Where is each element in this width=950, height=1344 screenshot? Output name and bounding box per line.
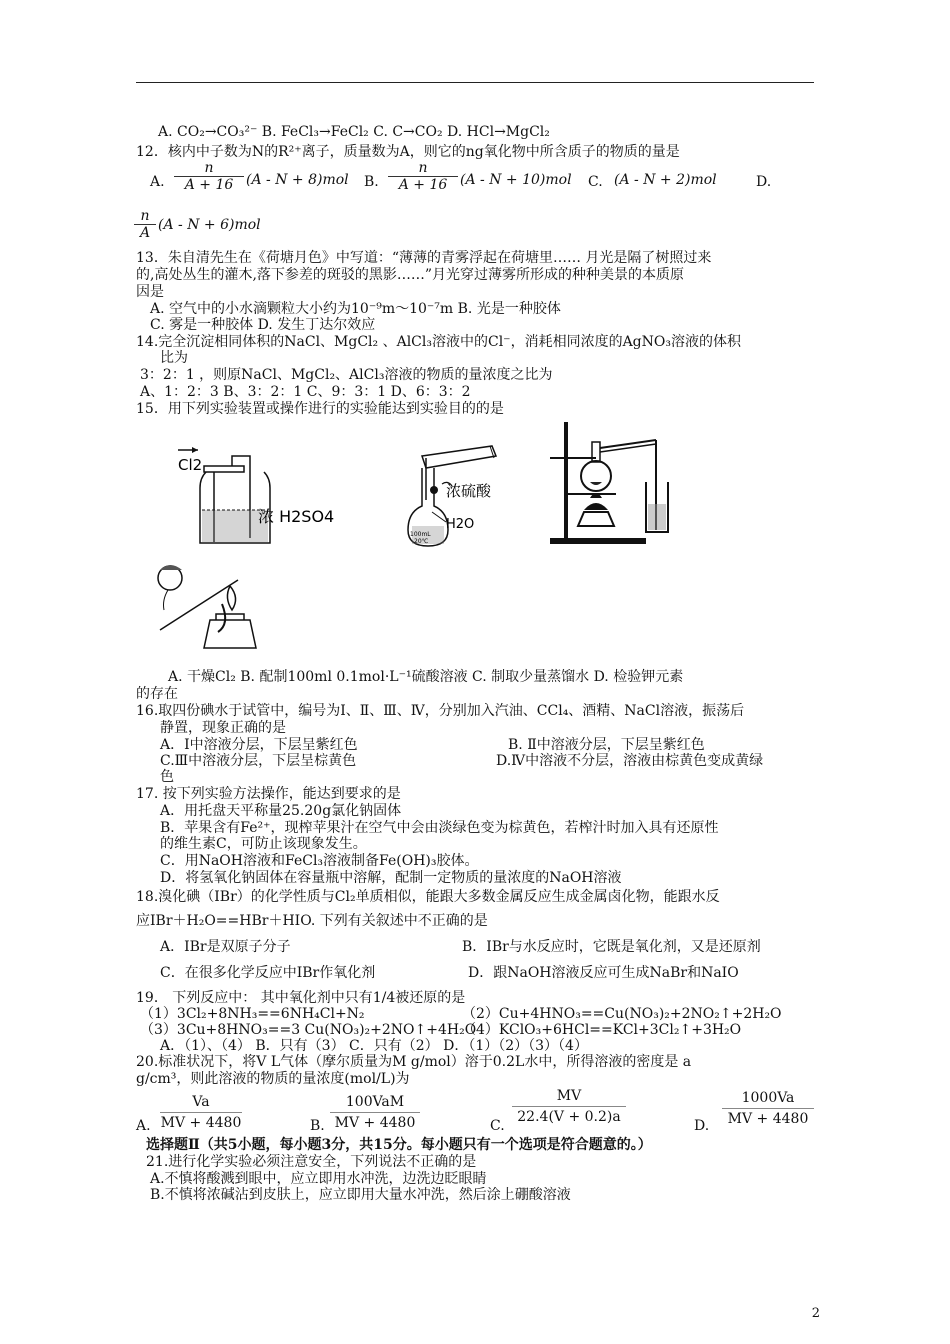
page-number: 2 — [811, 1306, 820, 1321]
h2so4-label: 浓 H2SO4 — [258, 507, 335, 526]
q13-line1: 13．朱自清先生在《荷塘月色》中写道：“薄薄的青雾浮起在荷塘里…… 月光是隔了树照过来 — [136, 250, 712, 266]
q12-b-fraction: $\frac{n}{A + 16}$ — [388, 160, 458, 193]
q17-option-a: A．用托盘天平称量25.20g氯化钠固体 — [160, 803, 402, 819]
q17-option-d: D．将氢氧化钠固体在容量瓶中溶解，配制一定物质的量浓度的NaOH溶液 — [160, 870, 622, 886]
flame-test-figure — [150, 560, 260, 660]
q11-options: A. CO₂→CO₃²⁻ B. FeCl₃→FeCl₂ C. C→CO₂ D. HCl→MgCl₂ — [158, 124, 550, 140]
q21-stem: 21.进行化学实验必须注意安全，下列说法不正确的是 — [146, 1154, 477, 1170]
q18-option-a: A．IBr是双原子分子 — [160, 939, 291, 955]
q12-option-a-label: A. — [150, 174, 165, 190]
q17-option-b-line2: 的维生素C，可防止该现象发生。 — [160, 836, 367, 852]
q12-c-expr: (A - N + 2)mol — [614, 172, 717, 188]
q19-stem: 19． 下列反应中： 其中氧化剂中只有1/4被还原的是 — [136, 990, 466, 1006]
volumetric-flask-figure — [402, 440, 512, 550]
q20-a-fraction: $\frac{Va}{MV + 4480}$ — [160, 1094, 242, 1131]
q18-option-d: D．跟NaOH溶液反应可生成NaBr和NaIO — [468, 965, 739, 981]
q17-stem: 17. 按下列实验方法操作，能达到要求的是 — [136, 786, 401, 802]
q12-b-expr: (A - N + 10)mol — [460, 172, 572, 188]
q14-line3: 3：2：1 ，则原NaCl、MgCl₂、AlCl₃溶液的物质的量浓度之比为 — [140, 367, 553, 383]
q16-option-b: B. Ⅱ中溶液分层，下层呈紫红色 — [508, 737, 705, 753]
q16-line1: 16.取四份碘水于试管中，编号为Ⅰ、Ⅱ、Ⅲ、Ⅳ，分别加入汽油、CCl₄、酒精、NaCl溶液，振荡后 — [136, 703, 745, 719]
q20-option-b-label: B. — [310, 1118, 325, 1134]
q20-d-fraction: $\frac{1000Va}{MV + 4480}$ — [722, 1090, 814, 1127]
q16-option-c: C.Ⅲ中溶液分层，下层呈棕黄色 — [160, 753, 357, 769]
distillation-apparatus-figure — [546, 418, 686, 548]
q20-line2: g/cm³，则此溶液的物质的量浓度(mol/L)为 — [136, 1071, 410, 1087]
header-rule — [136, 82, 814, 83]
q16-option-d: D.Ⅳ中溶液不分层，溶液由棕黄色变成黄绿 — [496, 753, 764, 769]
conc-acid-label: 浓硫酸 — [446, 482, 492, 500]
q19-reaction-1: （1）3Cl₂+8NH₃==6NH₄Cl+N₂ — [140, 1006, 365, 1022]
q12-option-d-label: D. — [756, 174, 772, 190]
q15-options-cont: 的存在 — [136, 686, 178, 702]
q20-line1: 20.标准状况下，将V L气体（摩尔质量为M g/mol）溶于0.2L水中，所得溶液的密度是 a — [136, 1054, 692, 1070]
q13-options-ab: A. 空气中的小水滴颗粒大小约为10⁻⁹m～10⁻⁷m B. 光是一种胶体 — [150, 301, 561, 317]
q12-a-fraction: $\frac{n}{A + 16}$ — [174, 160, 244, 193]
q18-option-b: B．IBr与水反应时，它既是氧化剂，又是还原剂 — [462, 939, 761, 955]
q21-option-a: A.不慎将酸溅到眼中，应立即用水冲洗，边洗边眨眼睛 — [150, 1171, 487, 1187]
q18-line1: 18.溴化碘（IBr）的化学性质与Cl₂单质相似，能跟大多数金属反应生成金属卤化物，能跟水反 — [136, 889, 720, 905]
q19-reaction-4: （4）KClO₃+6HCl==KCl+3Cl₂↑+3H₂O — [462, 1022, 742, 1038]
q20-option-a-label: A. — [136, 1118, 151, 1134]
q20-b-fraction: 100VaM MV + 4480 — [330, 1094, 420, 1131]
q12-d-expr: (A - N + 6)mol — [158, 217, 261, 233]
q13-line3: 因是 — [136, 284, 164, 300]
q16-option-d-cont: 色 — [160, 769, 174, 785]
section-2-heading: 选择题Ⅱ（共5小题，每小题3分，共15分。每小题只有一个选项是符合题意的。） — [146, 1137, 652, 1153]
q19-reaction-2: （2）Cu+4HNO₃==Cu(NO₃)₂+2NO₂↑+2H₂O — [462, 1006, 782, 1022]
gas-washing-bottle-figure — [176, 440, 346, 550]
q13-options-cd: C. 雾是一种胶体 D. 发生丁达尔效应 — [150, 317, 376, 333]
q12-option-c-label: C. — [588, 174, 603, 190]
q20-option-d-label: D. — [694, 1118, 710, 1134]
q14-line2: 比为 — [160, 350, 188, 366]
q16-option-a: A．Ⅰ中溶液分层，下层呈紫红色 — [160, 737, 358, 753]
q14-line1: 14.完全沉淀相同体积的NaCl、MgCl₂ 、AlCl₃溶液中的Cl⁻，消耗相同浓度的AgNO₃溶液的体积 — [136, 334, 741, 350]
q20-c-fraction: $\frac{MV}{22.4(V + 0.2)a}$ — [512, 1088, 626, 1125]
q14-options: A、1：2：3 B、3：2：1 C、9：3：1 D、6：3：2 — [140, 384, 471, 400]
q13-line2: 的,高处丛生的灌木,落下参差的斑驳的黑影……”月光穿过薄雾所形成的种种美景的本质原 — [136, 267, 685, 283]
q21-option-b: B.不慎将浓碱沾到皮肤上，应立即用大量水冲洗，然后涂上硼酸溶液 — [150, 1187, 571, 1203]
q17-option-b-line1: B．苹果含有Fe²⁺，现榨苹果汁在空气中会由淡绿色变为棕黄色，若榨汁时加入具有还原性 — [160, 820, 719, 836]
q20-option-c-label: C. — [490, 1118, 505, 1134]
q12-stem: 12．核内中子数为N的R²⁺离子，质量数为A，则它的ng氧化物中所含质子的物质的量是 — [136, 144, 680, 160]
q18-line2: 应IBr＋H₂O==HBr＋HIO. 下列有关叙述中不正确的是 — [136, 913, 488, 929]
q12-d-fraction: $\frac{n}{A}$ — [134, 208, 156, 241]
q15-options: A. 干燥Cl₂ B. 配制100ml 0.1mol·L⁻¹硫酸溶液 C. 制取少量蒸馏水 D. 检验钾元素 — [168, 669, 684, 685]
q12-option-b-label: B. — [364, 174, 379, 190]
cl2-label: Cl2 — [178, 456, 203, 474]
q17-option-c: C．用NaOH溶液和FeCl₃溶液制备Fe(OH)₃胶体。 — [160, 853, 479, 869]
q16-line2: 静置，现象正确的是 — [160, 720, 286, 736]
flask-label: 100mL — [410, 531, 431, 538]
q19-options: A．（1）、（4） B．只有（3） C．只有（2） D．（1）（2）（3）（4） — [160, 1038, 588, 1054]
q18-option-c: C．在很多化学反应中IBr作氧化剂 — [160, 965, 376, 981]
q15-stem: 15．用下列实验装置或操作进行的实验能达到实验目的的是 — [136, 401, 504, 417]
q12-a-expr: (A - N + 8)mol — [246, 172, 349, 188]
h2o-label: H2O — [446, 517, 475, 532]
svg-text:20℃: 20℃ — [414, 538, 429, 545]
q19-reaction-3: （3）3Cu+8HNO₃==3 Cu(NO₃)₂+2NO↑+4H₂O — [140, 1022, 477, 1038]
